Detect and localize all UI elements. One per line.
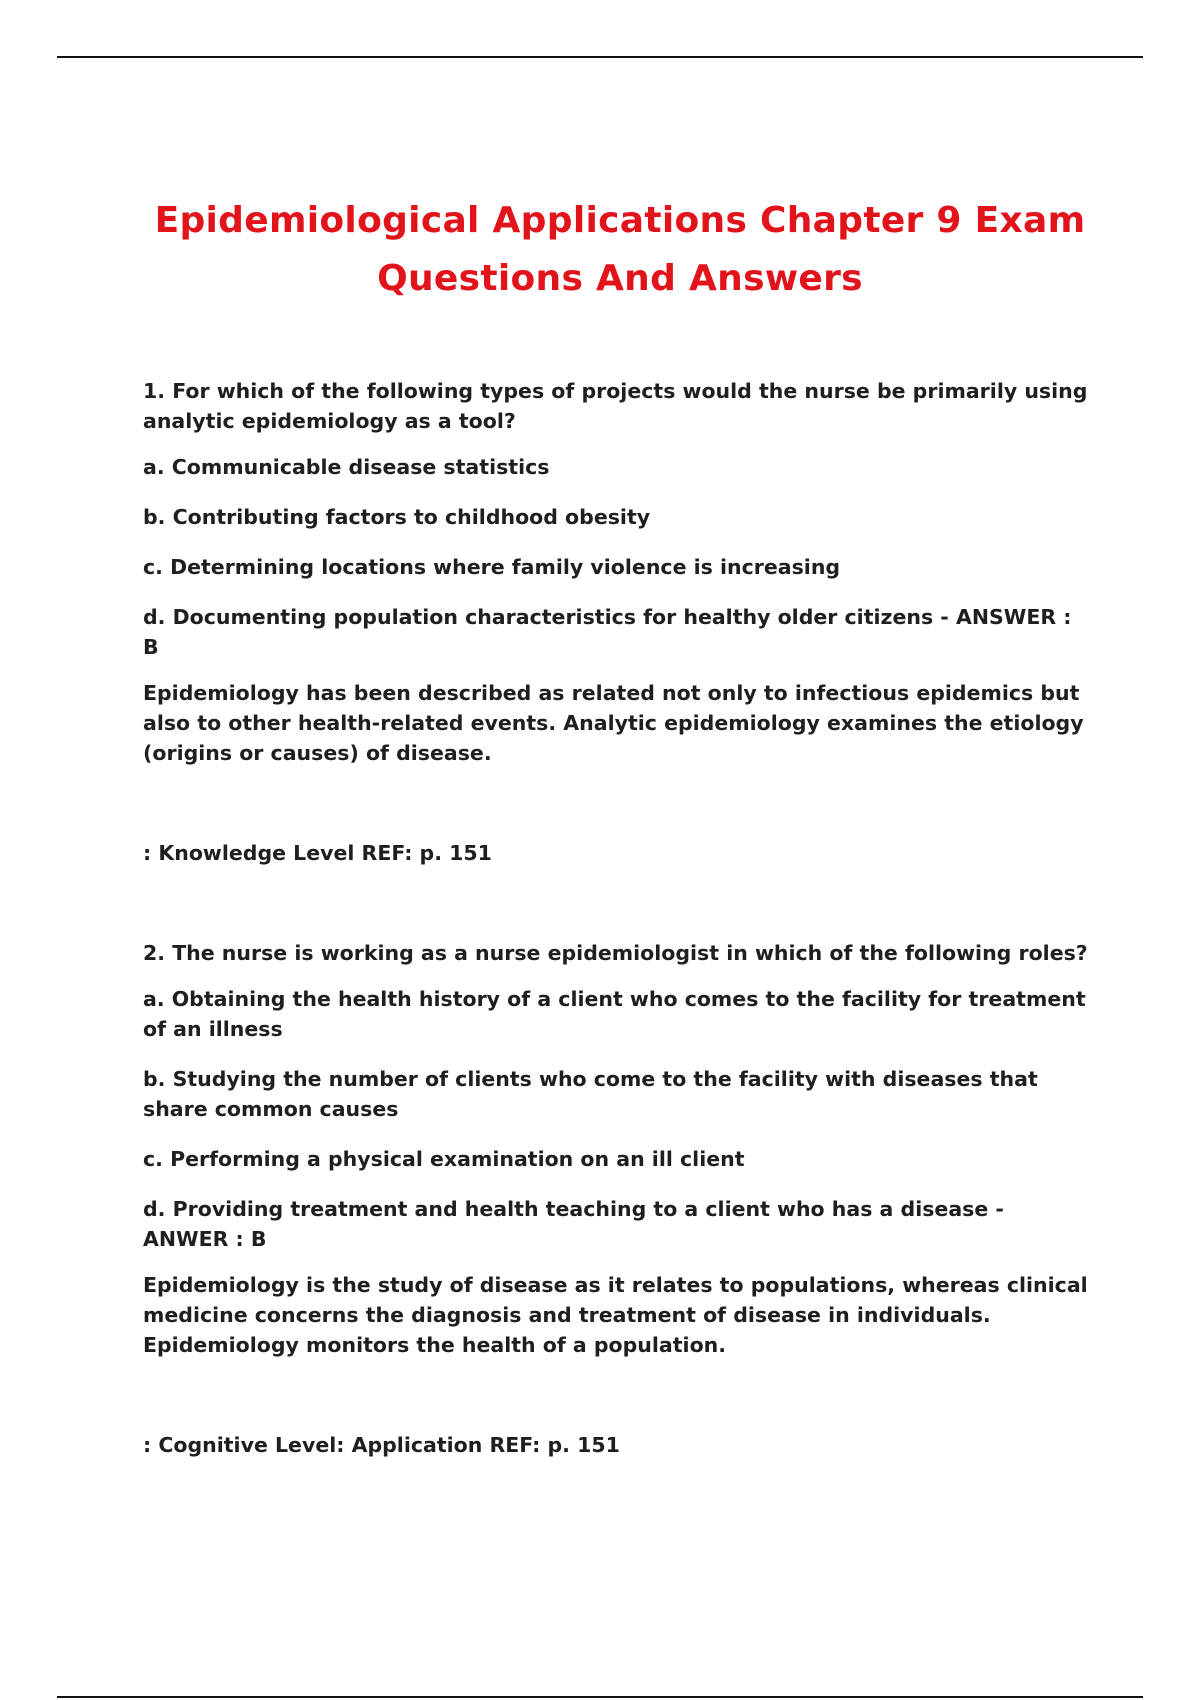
question-stem: 1. For which of the following types of projects would the nurse be primarily using analytic epidemiology as a tool? [143,379,1088,433]
option-d-answer: d. Documenting population characteristics for healthy older citizens - ANSWER : B [143,605,1072,659]
option-b: b. Studying the number of clients who come to the facility with diseases that share common causes [143,1067,1038,1121]
option-a: a. Obtaining the health history of a client who comes to the facility for treatment of an illness [143,987,1086,1041]
option-b: b. Contributing factors to childhood obesity [143,505,651,529]
option-d-answer: d. Providing treatment and health teaching to a client who has a disease - ANWER : B [143,1197,1004,1251]
question-1 [143,376,1093,868]
option-c: c. Determining locations where family violence is increasing [143,555,841,579]
title-line-1: Epidemiological Applications Chapter 9 Exam [154,200,1086,241]
bottom-rule [57,1696,1143,1698]
question-2 [143,938,1093,1460]
level-reference: : Cognitive Level: Application REF: p. 151 [143,1433,620,1457]
title-line-2: Questions And Answers [377,258,863,299]
explanation: Epidemiology is the study of disease as it relates to populations, whereas clinical medicine concerns the diagnosis and treatment of disease in individuals. Epidemiology monitors the health of a population. [143,1273,1088,1357]
page-title [0,192,1200,308]
level-reference: : Knowledge Level REF: p. 151 [143,841,492,865]
document-body [143,376,1093,1530]
top-rule [57,56,1143,58]
question-stem: 2. The nurse is working as a nurse epidemiologist in which of the following roles? [143,941,1088,965]
explanation: Epidemiology has been described as related not only to infectious epidemics but also to other health-related events. Analytic epidemiology examines the etiology (origins or causes) of disease. [143,681,1084,765]
option-a: a. Communicable disease statistics [143,455,550,479]
option-c: c. Performing a physical examination on an ill client [143,1147,745,1171]
